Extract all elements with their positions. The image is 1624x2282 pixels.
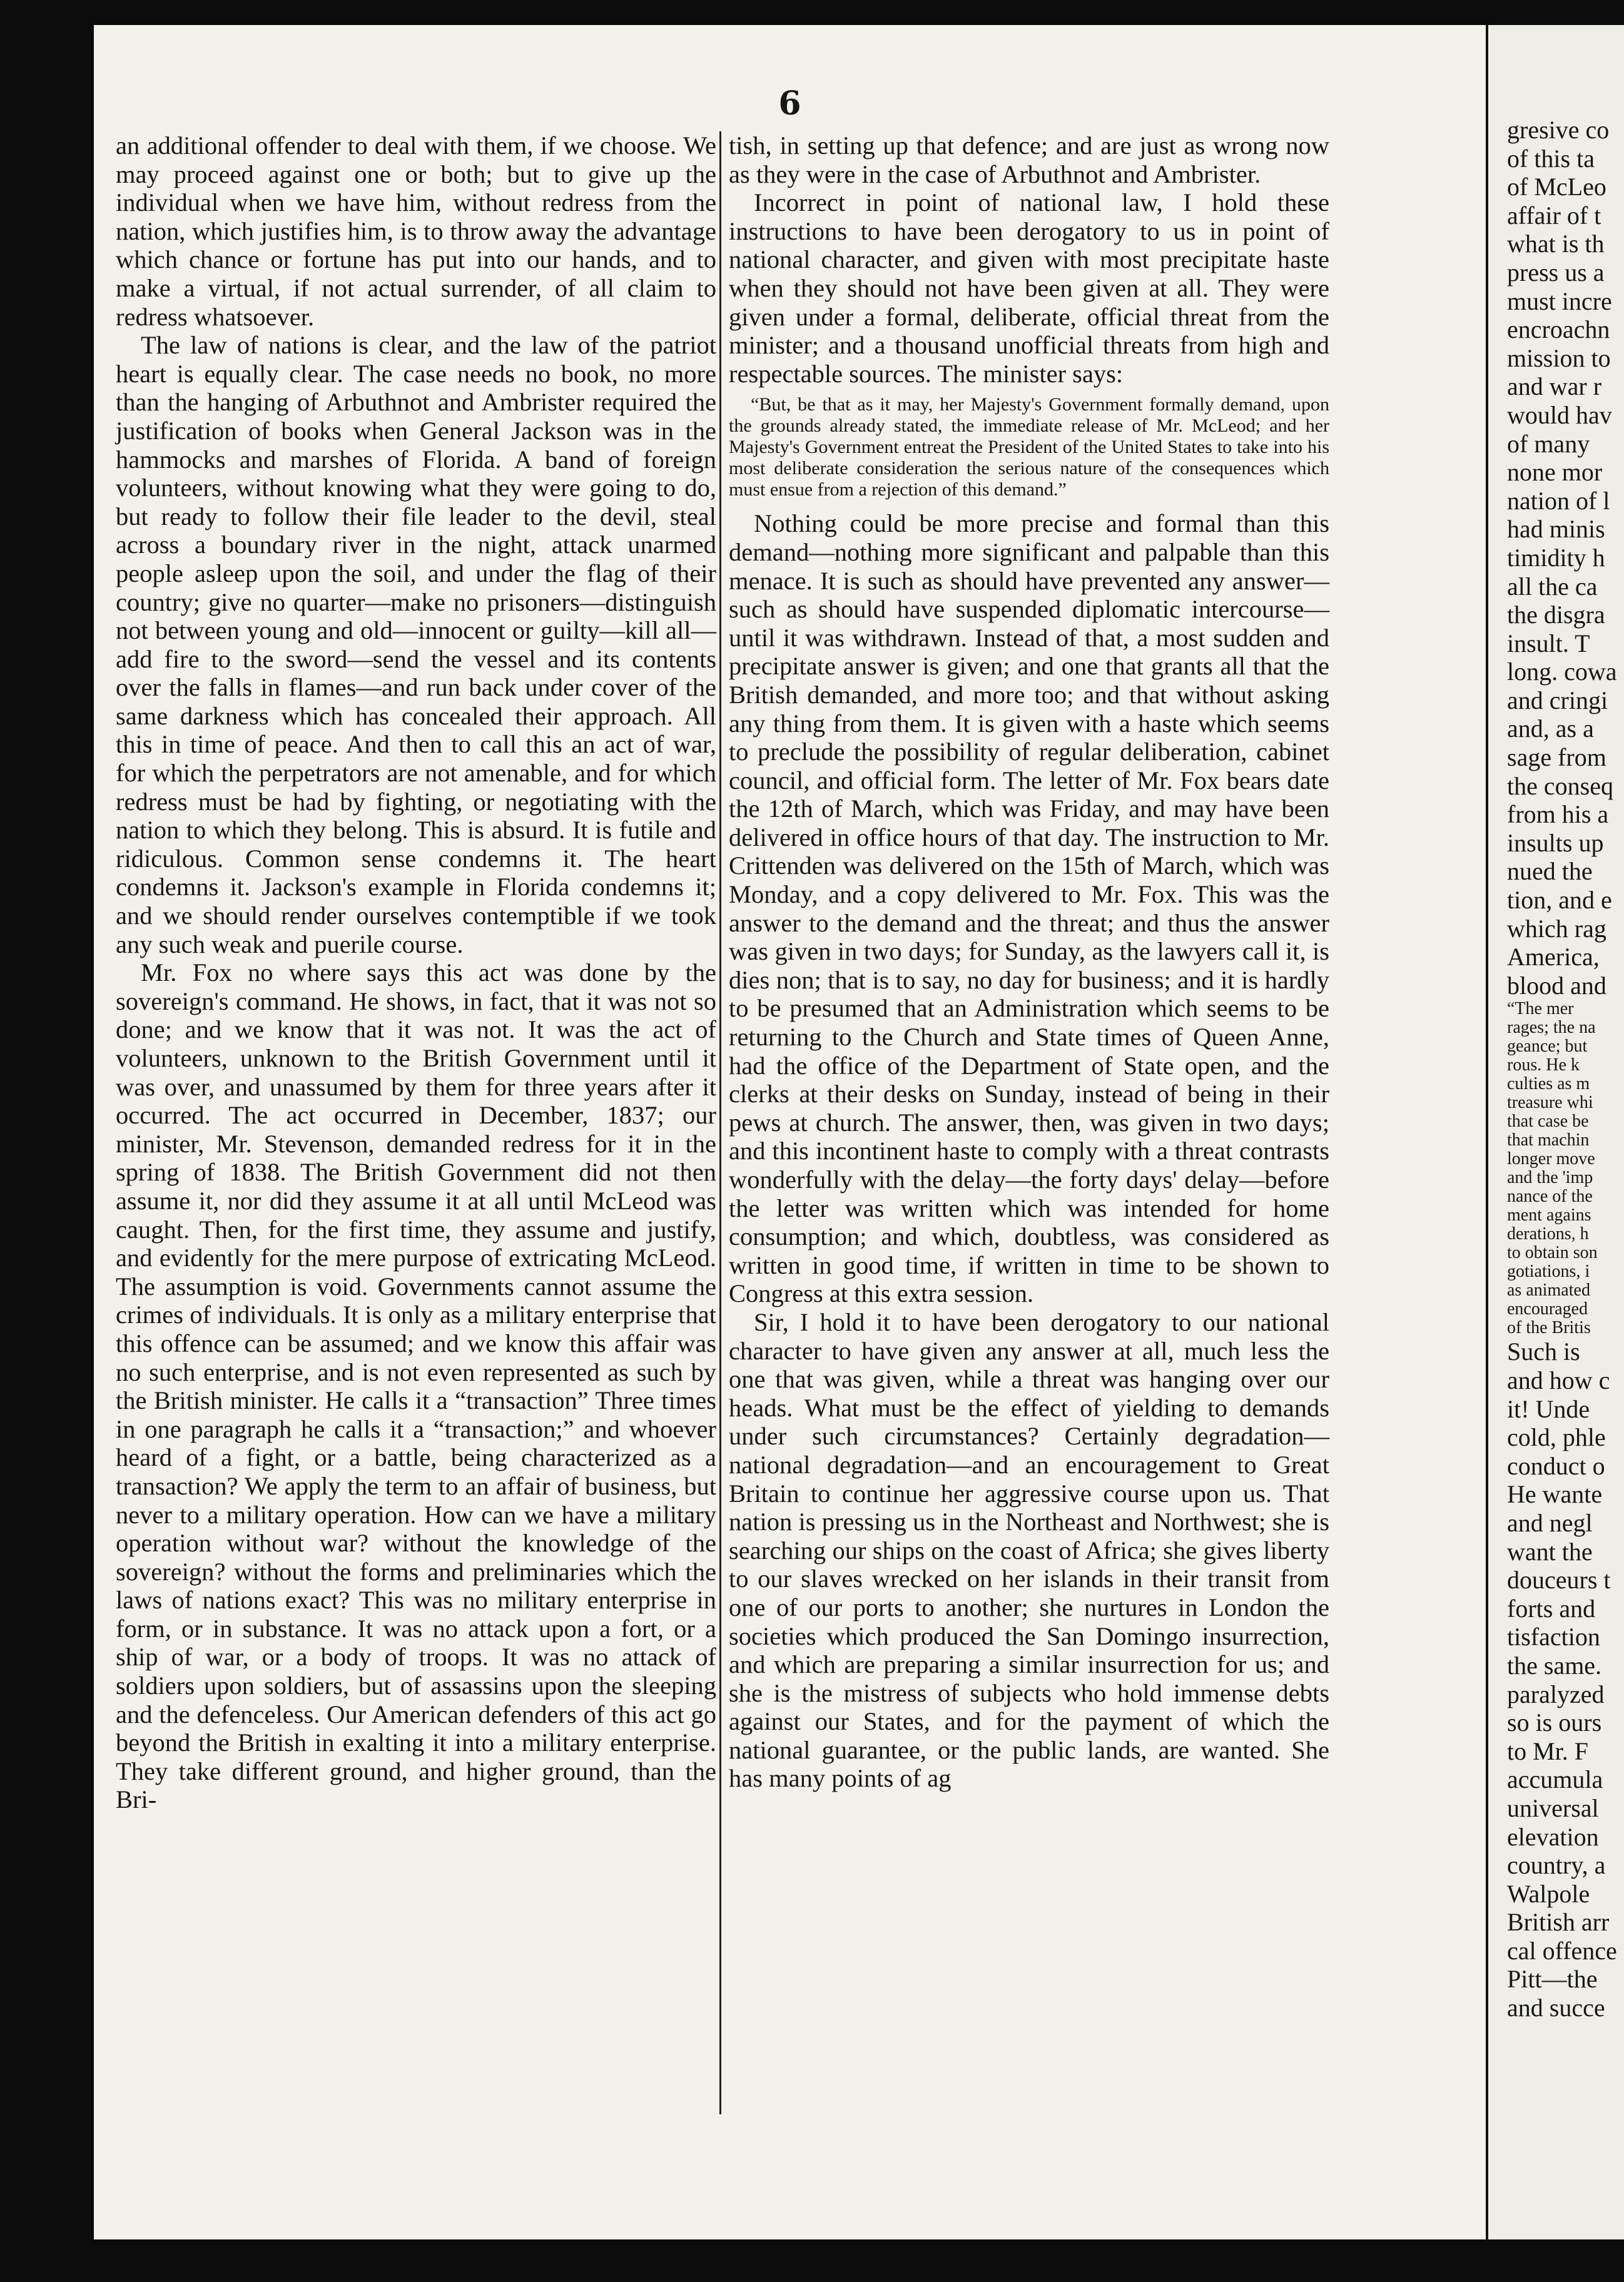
paragraph: The law of nations is clear, and the law of the patriot heart is equally clear. The case needs no book, no more than the hanging of Arbuthnot and Ambrister required the justification of books when General Jackson was in the hammocks and marshes of Florida. A band of foreign volunteers, without knowing what they were going to do, but ready to follow their file leader to the devil, steal across a boundary river in the night, attack unarmed people asleep upon the soil, and under the flag of their country; give no quarter—make no prisoners—distinguish not between young and old—innocent or guilty—kill all—add fire to the sword—send the vessel and its contents over the falls in flames—and run back under cover of the same darkness which has concealed their approach. All this in time of peace. And then to call this an act of war, for which the perpetrators are not amenable, and for which redress must be had by fighting, or negotiating with the nation to which they belong. This is absurd. It is futile and ridiculous. Common sense condemns it. The heart condemns it. Jackson's example in Florida condemns it; and we should render ourselves contemptible if we took any such weak and puerile course.	[116, 331, 716, 958]
text-fragment: derations, h	[1507, 1224, 1589, 1244]
text-fragment: cold, phle	[1507, 1423, 1606, 1452]
text-fragment: want the	[1507, 1537, 1593, 1566]
text-fragment: as animated	[1507, 1280, 1590, 1301]
left-column	[116, 131, 716, 1814]
text-fragment: “The mer	[1507, 999, 1574, 1019]
adjacent-page-text	[1507, 116, 1617, 2022]
text-fragment: of this ta	[1507, 144, 1595, 173]
text-fragment: so is ours	[1507, 1708, 1602, 1737]
text-fragment: tisfaction	[1507, 1623, 1600, 1651]
text-fragment: all the ca	[1507, 572, 1598, 601]
text-fragment: gotiations, i	[1507, 1262, 1590, 1282]
text-fragment: long. cowa	[1507, 657, 1617, 686]
paragraph: Incorrect in point of national law, I hold these instructions to have been derogatory to us in point of national character, and given with most precipitate haste when they should not have been given at all. They were given under a formal, deliberate, official threat from the minister; and a thousand unofficial threats from high and respectable sources. The minister says:	[729, 188, 1329, 388]
text-fragment: Pitt—the	[1507, 1965, 1598, 1994]
text-fragment: ment agains	[1507, 1205, 1591, 1225]
text-fragment: nance of the	[1507, 1187, 1593, 1207]
right-column	[729, 131, 1329, 1793]
text-fragment: treasure whi	[1507, 1093, 1593, 1113]
text-fragment: encroachn	[1507, 315, 1610, 344]
text-fragment: paralyzed	[1507, 1680, 1605, 1708]
paragraph: Nothing could be more precise and formal than this demand—nothing more significant and palpable than this menace. It is such as should have prevented any answer—such as should have suspended diplomatic intercourse—until it was withdrawn. Instead of that, a most sudden and precipitate answer is given; and one that grants all that the British demanded, and more too; and that without asking any thing from them. It is given with a haste which seems to preclude the possibility of regular deliberation, cabinet council, and official form. The letter of Mr. Fox bears date the 12th of March, which was Friday, and may have been delivered in office hours of that day. The instruction to Mr. Crittenden was delivered on the 15th of March, which was Monday, and a copy delivered to Mr. Fox. This was the answer to the demand and the threat; and thus the answer was given in two days; for Sunday, as the lawyers call it, is dies non; that is to say, no day for business; and it is hardly to be presumed that an Administration which seems to be returning to the Church and State times of Queen Anne, had the office of the Department of State open, and the clerks at their desks on Sunday, instead of being in their pews at church. The answer, then, was given in two days; and this incontinent haste to comply with a threat contrasts wonderfully with the delay—the forty days' delay—before the letter was written which was intended for home consumption; and which, doubtless, was considered as written in good time, if written in time to be shown to Congress at this extra session.	[729, 509, 1329, 1308]
text-fragment: the same.	[1507, 1651, 1602, 1680]
text-fragment: press us a	[1507, 258, 1605, 287]
text-fragment: and cringi	[1507, 686, 1608, 714]
text-fragment: to Mr. F	[1507, 1737, 1589, 1765]
text-fragment: tion, and e	[1507, 886, 1612, 915]
text-fragment: geance; but	[1507, 1037, 1588, 1057]
text-fragment: cal offence	[1507, 1936, 1617, 1965]
text-fragment: longer move	[1507, 1149, 1595, 1169]
text-fragment: and war r	[1507, 372, 1602, 401]
text-fragment: of the Britis	[1507, 1318, 1591, 1338]
text-fragment: Such is	[1507, 1337, 1580, 1366]
text-fragment: that case be	[1507, 1112, 1589, 1132]
text-fragment: that machin	[1507, 1130, 1590, 1150]
text-fragment: He wante	[1507, 1480, 1603, 1509]
text-fragment: and, as a	[1507, 714, 1594, 743]
paragraph: an additional offender to deal with them, if we choose. We may proceed against one or both; but to give up the individual when we have him, without redress from the nation, which justifies him, is to throw away the advantage which chance or fortune has put into our hands, and to make a virtual, if not actual surrender, of all claim to redress whatsoever.	[116, 131, 716, 331]
text-fragment: the disgra	[1507, 601, 1605, 629]
text-fragment: and succe	[1507, 1994, 1605, 2022]
text-fragment: the conseq	[1507, 771, 1613, 800]
text-fragment: from his a	[1507, 800, 1609, 829]
quoted-passage: “But, be that as it may, her Majesty's Government formally demand, upon the grounds already stated, the immediate release of Mr. McLeod; and her Majesty's Government entreat the President of the United States to take into his most deliberate consideration the serious nature of the consequences which must ensue from a rejection of this demand.”	[729, 394, 1329, 500]
adjacent-page-strip	[1486, 25, 1624, 2239]
paragraph: tish, in setting up that defence; and are just as wrong now as they were in the case of Arbuthnot and Ambrister.	[729, 131, 1329, 188]
text-fragment: what is th	[1507, 230, 1605, 258]
text-fragment: affair of t	[1507, 201, 1601, 230]
text-fragment: and negl	[1507, 1508, 1593, 1537]
text-fragment: mission to	[1507, 343, 1611, 372]
text-fragment: it! Unde	[1507, 1394, 1590, 1423]
text-fragment: had minis	[1507, 515, 1605, 544]
text-fragment: rous. He k	[1507, 1055, 1580, 1075]
text-fragment: Walpole	[1507, 1879, 1590, 1908]
text-fragment: elevation	[1507, 1822, 1599, 1851]
page-number: 6	[778, 84, 801, 123]
text-fragment: would hav	[1507, 400, 1612, 429]
text-fragment: must incre	[1507, 287, 1612, 315]
text-fragment: of McLeo	[1507, 173, 1606, 201]
text-fragment: rages; the na	[1507, 1018, 1596, 1038]
text-fragment: accumula	[1507, 1765, 1603, 1794]
text-fragment: sage from	[1507, 743, 1606, 772]
text-fragment: insult. T	[1507, 629, 1590, 657]
text-fragment: gresive co	[1507, 116, 1610, 144]
text-fragment: and the 'imp	[1507, 1168, 1593, 1188]
text-fragment: forts and	[1507, 1594, 1596, 1623]
text-fragment: nation of l	[1507, 486, 1610, 515]
text-fragment: nued the	[1507, 857, 1593, 886]
text-fragment: conduct o	[1507, 1451, 1605, 1480]
text-fragment: country, a	[1507, 1851, 1606, 1880]
text-fragment: British arr	[1507, 1908, 1610, 1937]
text-fragment: insults up	[1507, 828, 1604, 857]
text-fragment: culties as m	[1507, 1074, 1590, 1094]
paragraph: Sir, I hold it to have been derogatory to our national character to have given any answer at all, much less the one that was given, while a threat was hanging over our heads. What must be the effect of yielding to demands under such circumstances? Certainly degradation—national degradation—and an encouragement to Great Britain to continue her aggressive course upon us. That nation is pressing us in the Northeast and Northwest; she is searching our ships on the coast of Africa; she gives liberty to our slaves wrecked on her islands in their transit from one of our ports to another; she nurtures in London the societies which produced the San Domingo insurrection, and which are preparing a similar insurrection for us; and she is the mistress of subjects who hold immense debts against our States, and for the payment of which the national guarantee, or the public lands, are wanted. She has many points of ag	[729, 1307, 1329, 1793]
text-fragment: universal	[1507, 1793, 1599, 1822]
text-fragment: blood and	[1507, 971, 1606, 1000]
column-divider	[719, 131, 721, 2114]
text-fragment: timidity h	[1507, 543, 1605, 572]
text-fragment: douceurs t	[1507, 1566, 1611, 1595]
text-fragment: America,	[1507, 943, 1600, 971]
text-fragment: encouraged	[1507, 1299, 1588, 1319]
paragraph: Mr. Fox no where says this act was done by the sovereign's command. He shows, in fact, that it was not so done; and we know that it was not. It was the act of volunteers, unknown to the British Government until it was over, and unassumed by them for three years after it occurred. The act occurred in December, 1837; our minister, Mr. Stevenson, demanded redress for it in the spring of 1838. The British Government did not then assume it, nor did they assume it at all until McLeod was caught. Then, for the first time, they assume and justify, and evidently for the mere purpose of extricating McLeod. The assumption is void. Governments cannot assume the crimes of individuals. It is only as a military enterprise that this offence can be assumed; and we know this affair was no such enterprise, and is not even represented as such by the British minister. He calls it a “transaction” Three times in one paragraph he calls it a “transaction;” and whoever heard of a fight, or a battle, being characterized as a transaction? We apply the term to an affair of business, but never to a military operation. How can we have a military operation without war? without the knowledge of the sovereign? without the forms and preliminaries which the laws of nations exact? This was no military enterprise in form, or in substance. It was no attack upon a fort, or a ship of war, or a body of troops. It was no attack of soldiers upon soldiers, but of assassins upon the sleeping and the defenceless. Our American defenders of this act go beyond the British in exalting it into a military enterprise. They take different ground, and higher ground, than the Bri-	[116, 958, 716, 1814]
text-fragment: which rag	[1507, 914, 1606, 943]
text-fragment: none mor	[1507, 458, 1603, 487]
text-fragment: of many	[1507, 429, 1590, 458]
text-fragment: to obtain son	[1507, 1243, 1598, 1263]
text-fragment: and how c	[1507, 1366, 1610, 1394]
